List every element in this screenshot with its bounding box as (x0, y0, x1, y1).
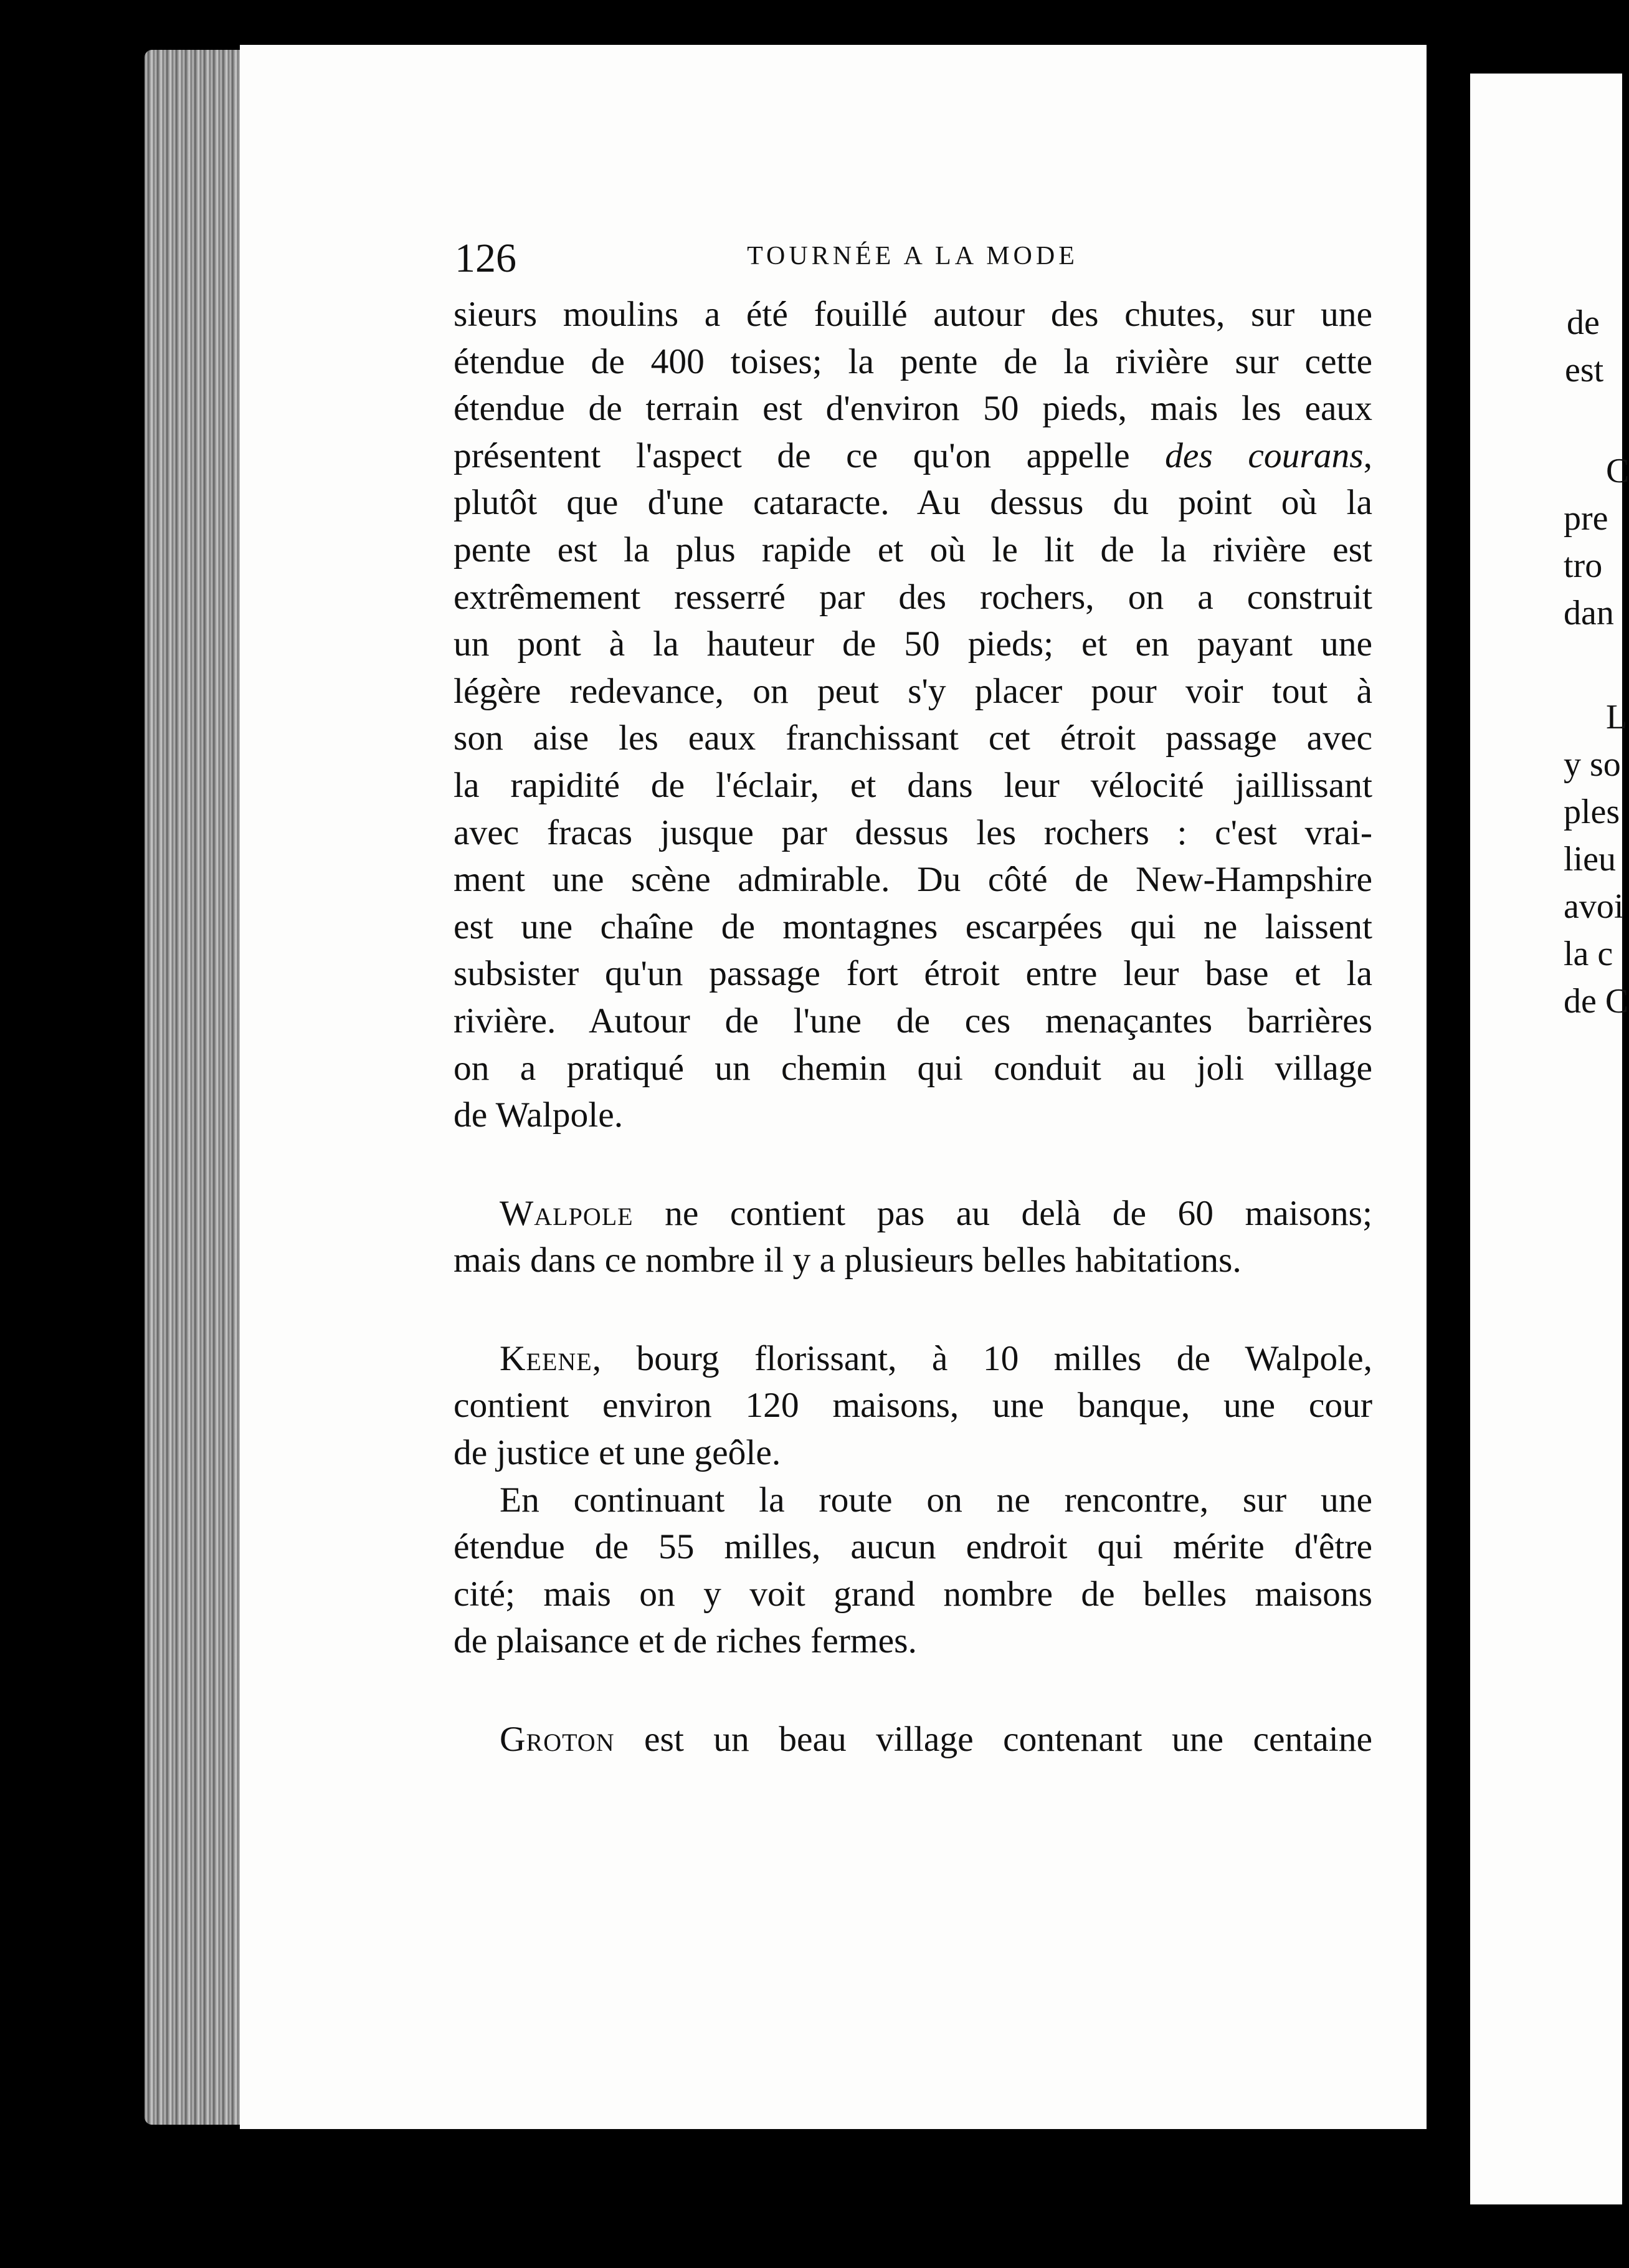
place-name: Groton (500, 1720, 615, 1760)
facing-page (1470, 74, 1629, 2204)
text-line: étendue de 400 toises; la pente de la rivière sur cette (454, 341, 1372, 381)
text-line: de justice et une geôle. (454, 1433, 781, 1473)
text-line: la rapidité de l'éclair, et dans leur vélocité jaillissant (454, 765, 1372, 805)
text-line: de Walpole. (454, 1095, 624, 1135)
book-gutter (1427, 37, 1470, 2199)
text-segment: , (1363, 436, 1372, 475)
text-line (454, 1335, 1372, 1383)
text-line: on a pratiqué un chemin qui conduit au joli village (454, 1048, 1372, 1088)
text-segment: est un beau village contenant une centaine (614, 1720, 1372, 1760)
text-line: est une chaîne de montagnes escarpées qui ne laissent (454, 907, 1372, 946)
book-page (240, 45, 1427, 2129)
facing-page-fragment: C (1606, 452, 1629, 490)
text-segment: ne contient pas au delà de 60 maisons; (633, 1193, 1372, 1233)
facing-page-fragment: de (1567, 303, 1600, 342)
page-header (455, 235, 1370, 285)
text-line: contient environ 120 maisons, une banque, une cour (454, 1386, 1372, 1426)
place-name: Walpole (500, 1193, 634, 1233)
text-line: ment une scène admirable. Du côté de New-Hampshire (454, 860, 1372, 900)
text-segment: , bourg florissant, à 10 milles de Walpole, (592, 1338, 1372, 1378)
facing-page-fragment: la c (1564, 935, 1613, 973)
text-line: En continuant la route on ne rencontre, sur une (500, 1480, 1372, 1520)
text-line: plutôt que d'une cataracte. Au dessus du point où la (454, 483, 1372, 523)
facing-page-fragment: de C (1564, 982, 1629, 1021)
text-line (454, 432, 1372, 480)
text-line: sieurs moulins a été fouillé autour des chutes, sur une (454, 295, 1372, 334)
facing-page-fragment: tro (1564, 546, 1603, 585)
place-name: Keene (500, 1338, 592, 1378)
text-segment: présentent l'aspect de ce qu'on appelle (454, 436, 1166, 475)
paragraph-gap (454, 1284, 1372, 1335)
book-page-edge (145, 50, 244, 2125)
running-head: TOURNÉE A LA MODE (747, 242, 1078, 270)
text-line: légère redevance, on peut s'y placer pour voir tout à (454, 671, 1372, 711)
page-number: 126 (455, 236, 516, 281)
italic-phrase: des courans (1165, 436, 1364, 475)
facing-page-fragment: avoi (1564, 887, 1624, 926)
facing-page-fragment: lieu (1564, 840, 1616, 879)
facing-page-fragment: ples (1564, 793, 1620, 831)
facing-page-fragment: dan (1564, 594, 1614, 632)
facing-page-fragment: est (1565, 351, 1604, 389)
text-line: avec fracas jusque par dessus les rochers : c'est vrai- (454, 812, 1372, 852)
facing-page-fragment: L (1606, 698, 1628, 736)
text-line: de plaisance et de riches fermes. (454, 1621, 917, 1661)
text-line: rivière. Autour de l'une de ces menaçantes barrières (454, 1001, 1372, 1041)
body-text (454, 291, 1372, 1763)
facing-page-fragment: pre (1564, 499, 1608, 538)
text-line: cité; mais on y voit grand nombre de belles maisons (454, 1574, 1372, 1614)
text-line: son aise les eaux franchissant cet étroit passage avec (454, 718, 1372, 758)
text-line: un pont à la hauteur de 50 pieds; et en payant une (454, 624, 1372, 664)
text-line: mais dans ce nombre il y a plusieurs belles habitations. (454, 1241, 1242, 1280)
text-line: pente est la plus rapide et où le lit de la rivière est (454, 530, 1372, 569)
paragraph-gap (454, 1665, 1372, 1716)
text-line: étendue de 55 milles, aucun endroit qui mérite d'être (454, 1527, 1372, 1567)
text-line: étendue de terrain est d'environ 50 pieds, mais les eaux (454, 389, 1372, 429)
facing-page-fragment: y so (1564, 745, 1621, 784)
paragraph-gap (454, 1139, 1372, 1190)
text-line: subsister qu'un passage fort étroit entre leur base et la (454, 954, 1372, 994)
text-line: extrêmement resserré par des rochers, on a construit (454, 577, 1372, 617)
text-line (454, 1716, 1372, 1763)
text-line (454, 1190, 1372, 1237)
